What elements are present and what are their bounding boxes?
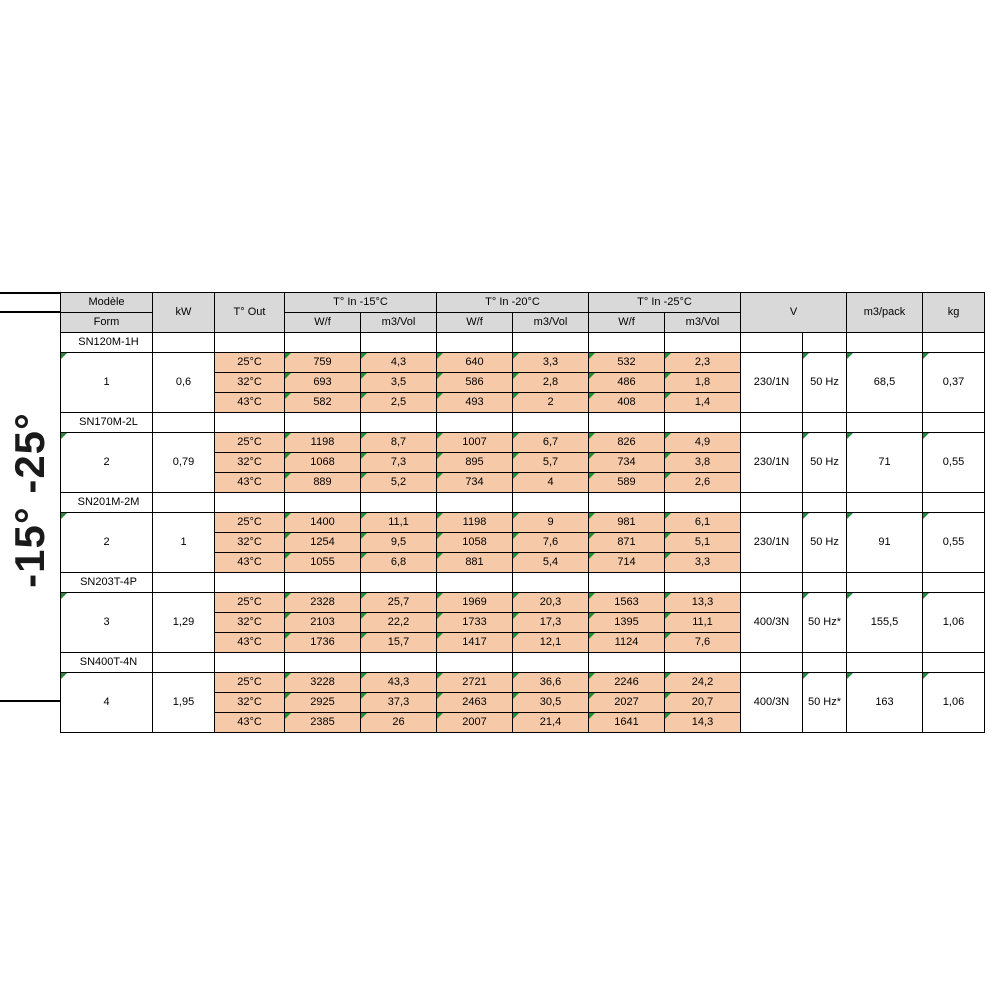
kw-value: 0,6	[153, 353, 215, 413]
kw-value: 0,79	[153, 433, 215, 493]
spacer-cell	[437, 493, 513, 513]
header-form: Form	[61, 313, 153, 333]
m3vol-in20-value: 9	[513, 513, 589, 533]
m3vol-in20-value: 4	[513, 473, 589, 493]
side-label-text: -15° -25°	[6, 412, 54, 588]
kg-value: 0,55	[923, 433, 985, 493]
kg-value: 0,55	[923, 513, 985, 573]
wf-in15-value: 582	[285, 393, 361, 413]
spacer-cell	[215, 333, 285, 353]
m3vol-in20-value: 12,1	[513, 633, 589, 653]
wf-in25-value: 1641	[589, 713, 665, 733]
m3-pack-value: 68,5	[847, 353, 923, 413]
model-name: SN120M-1H	[61, 333, 153, 353]
wf-in25-value: 714	[589, 553, 665, 573]
m3vol-in25-value: 24,2	[665, 673, 741, 693]
wf-in15-value: 693	[285, 373, 361, 393]
wf-in25-value: 826	[589, 433, 665, 453]
m3vol-in15-value: 25,7	[361, 593, 437, 613]
wf-in20-value: 586	[437, 373, 513, 393]
m3vol-in20-value: 2	[513, 393, 589, 413]
kg-value: 1,06	[923, 593, 985, 653]
wf-in15-value: 2385	[285, 713, 361, 733]
wf-in20-value: 881	[437, 553, 513, 573]
m3vol-in15-value: 5,2	[361, 473, 437, 493]
frequency-value: 50 Hz*	[803, 673, 847, 733]
spacer-cell	[285, 653, 361, 673]
t-out-value: 43°C	[215, 473, 285, 493]
wf-in25-value: 1563	[589, 593, 665, 613]
t-out-value: 43°C	[215, 553, 285, 573]
m3vol-in15-value: 7,3	[361, 453, 437, 473]
spacer-cell	[741, 493, 803, 513]
table-row	[61, 673, 985, 693]
spacer-cell	[513, 493, 589, 513]
t-out-value: 32°C	[215, 373, 285, 393]
wf-in15-value: 889	[285, 473, 361, 493]
m3vol-in25-value: 3,3	[665, 553, 741, 573]
wf-in20-value: 1417	[437, 633, 513, 653]
m3vol-in20-value: 5,7	[513, 453, 589, 473]
wf-in15-value: 1198	[285, 433, 361, 453]
header-m3vol-20: m3/Vol	[513, 313, 589, 333]
voltage-value: 230/1N	[741, 433, 803, 493]
spacer-cell	[513, 333, 589, 353]
spacer-cell	[437, 333, 513, 353]
m3vol-in20-value: 3,3	[513, 353, 589, 373]
spacer-cell	[923, 413, 985, 433]
frequency-value: 50 Hz	[803, 513, 847, 573]
spacer-cell	[741, 573, 803, 593]
header-wf-20: W/f	[437, 313, 513, 333]
wf-in15-value: 1055	[285, 553, 361, 573]
m3vol-in15-value: 11,1	[361, 513, 437, 533]
wf-in15-value: 1400	[285, 513, 361, 533]
spacer-cell	[153, 413, 215, 433]
header-m3vol-25: m3/Vol	[665, 313, 741, 333]
header-wf-25: W/f	[589, 313, 665, 333]
voltage-value: 400/3N	[741, 593, 803, 653]
m3vol-in15-value: 2,5	[361, 393, 437, 413]
spacer-cell	[361, 413, 437, 433]
table-header	[61, 293, 985, 333]
spacer-cell	[437, 413, 513, 433]
form-value: 3	[61, 593, 153, 653]
spacer-cell	[803, 333, 847, 353]
m3vol-in25-value: 1,8	[665, 373, 741, 393]
m3-pack-value: 71	[847, 433, 923, 493]
m3-pack-value: 91	[847, 513, 923, 573]
wf-in20-value: 895	[437, 453, 513, 473]
header-t-out: T° Out	[215, 293, 285, 333]
wf-in25-value: 2027	[589, 693, 665, 713]
kg-value: 1,06	[923, 673, 985, 733]
model-title-row	[61, 413, 985, 433]
table-row	[61, 513, 985, 533]
spacer-cell	[361, 573, 437, 593]
spacer-cell	[847, 413, 923, 433]
wf-in20-value: 1969	[437, 593, 513, 613]
m3vol-in20-value: 17,3	[513, 613, 589, 633]
form-value: 2	[61, 513, 153, 573]
spacer-cell	[665, 333, 741, 353]
m3vol-in25-value: 3,8	[665, 453, 741, 473]
table-header-row-1	[61, 293, 985, 313]
t-out-value: 43°C	[215, 633, 285, 653]
m3-pack-value: 155,5	[847, 593, 923, 653]
wf-in15-value: 1068	[285, 453, 361, 473]
spacer-cell	[285, 493, 361, 513]
wf-in15-value: 1736	[285, 633, 361, 653]
m3vol-in25-value: 1,4	[665, 393, 741, 413]
header-voltage: V	[741, 293, 847, 333]
table-row	[61, 433, 985, 453]
wf-in20-value: 1058	[437, 533, 513, 553]
m3vol-in25-value: 4,9	[665, 433, 741, 453]
table-body	[61, 333, 985, 733]
wf-in25-value: 589	[589, 473, 665, 493]
kw-value: 1	[153, 513, 215, 573]
m3vol-in15-value: 26	[361, 713, 437, 733]
model-title-row	[61, 333, 985, 353]
temperature-range-side-label	[0, 290, 60, 710]
spacer-cell	[437, 573, 513, 593]
m3vol-in15-value: 6,8	[361, 553, 437, 573]
spacer-cell	[803, 493, 847, 513]
t-out-value: 32°C	[215, 613, 285, 633]
spacer-cell	[803, 653, 847, 673]
spacer-cell	[847, 333, 923, 353]
wf-in15-value: 759	[285, 353, 361, 373]
m3vol-in20-value: 30,5	[513, 693, 589, 713]
header-m3-pack: m3/pack	[847, 293, 923, 333]
spacer-cell	[589, 333, 665, 353]
spacer-cell	[215, 413, 285, 433]
model-title-row	[61, 653, 985, 673]
frequency-value: 50 Hz	[803, 433, 847, 493]
form-value: 4	[61, 673, 153, 733]
m3vol-in15-value: 8,7	[361, 433, 437, 453]
m3vol-in20-value: 36,6	[513, 673, 589, 693]
table-row	[61, 593, 985, 613]
wf-in25-value: 408	[589, 393, 665, 413]
voltage-value: 400/3N	[741, 673, 803, 733]
m3vol-in15-value: 9,5	[361, 533, 437, 553]
wf-in20-value: 2463	[437, 693, 513, 713]
spacer-cell	[285, 413, 361, 433]
spacer-cell	[589, 493, 665, 513]
wf-in20-value: 1007	[437, 433, 513, 453]
frequency-value: 50 Hz	[803, 353, 847, 413]
model-name: SN170M-2L	[61, 413, 153, 433]
t-out-value: 25°C	[215, 593, 285, 613]
t-out-value: 43°C	[215, 393, 285, 413]
spacer-cell	[803, 413, 847, 433]
header-kg: kg	[923, 293, 985, 333]
header-group-in25: T° In -25°C	[589, 293, 741, 313]
spacer-cell	[215, 493, 285, 513]
spacer-cell	[803, 573, 847, 593]
t-out-value: 25°C	[215, 353, 285, 373]
voltage-value: 230/1N	[741, 513, 803, 573]
m3vol-in15-value: 37,3	[361, 693, 437, 713]
table-row	[61, 353, 985, 373]
t-out-value: 32°C	[215, 533, 285, 553]
spacer-cell	[923, 493, 985, 513]
model-name: SN203T-4P	[61, 573, 153, 593]
voltage-value: 230/1N	[741, 353, 803, 413]
m3vol-in25-value: 2,3	[665, 353, 741, 373]
spacer-cell	[923, 573, 985, 593]
wf-in15-value: 3228	[285, 673, 361, 693]
kw-value: 1,29	[153, 593, 215, 653]
spacer-cell	[741, 413, 803, 433]
m3vol-in20-value: 20,3	[513, 593, 589, 613]
wf-in15-value: 1254	[285, 533, 361, 553]
m3vol-in25-value: 13,3	[665, 593, 741, 613]
spacer-cell	[437, 653, 513, 673]
spacer-cell	[665, 573, 741, 593]
spacer-cell	[361, 653, 437, 673]
spacer-cell	[215, 573, 285, 593]
wf-in20-value: 2721	[437, 673, 513, 693]
wf-in15-value: 2328	[285, 593, 361, 613]
spacer-cell	[285, 573, 361, 593]
spacer-cell	[153, 493, 215, 513]
form-value: 1	[61, 353, 153, 413]
specifications-table	[60, 292, 985, 733]
header-kw: kW	[153, 293, 215, 333]
header-m3vol-15: m3/Vol	[361, 313, 437, 333]
model-title-row	[61, 573, 985, 593]
t-out-value: 32°C	[215, 453, 285, 473]
wf-in20-value: 1198	[437, 513, 513, 533]
kw-value: 1,95	[153, 673, 215, 733]
model-name: SN201M-2M	[61, 493, 153, 513]
wf-in15-value: 2925	[285, 693, 361, 713]
m3vol-in15-value: 3,5	[361, 373, 437, 393]
spacer-cell	[153, 653, 215, 673]
spacer-cell	[153, 573, 215, 593]
m3vol-in25-value: 2,6	[665, 473, 741, 493]
spacer-cell	[513, 653, 589, 673]
header-model: Modèle	[61, 293, 153, 313]
wf-in20-value: 493	[437, 393, 513, 413]
model-title-row	[61, 493, 985, 513]
t-out-value: 32°C	[215, 693, 285, 713]
t-out-value: 25°C	[215, 673, 285, 693]
m3vol-in15-value: 43,3	[361, 673, 437, 693]
m3vol-in25-value: 11,1	[665, 613, 741, 633]
spacer-cell	[923, 333, 985, 353]
m3vol-in15-value: 22,2	[361, 613, 437, 633]
t-out-value: 25°C	[215, 513, 285, 533]
m3vol-in15-value: 4,3	[361, 353, 437, 373]
m3vol-in25-value: 6,1	[665, 513, 741, 533]
wf-in25-value: 486	[589, 373, 665, 393]
wf-in25-value: 734	[589, 453, 665, 473]
m3vol-in20-value: 21,4	[513, 713, 589, 733]
m3vol-in25-value: 7,6	[665, 633, 741, 653]
kg-value: 0,37	[923, 353, 985, 413]
t-out-value: 43°C	[215, 713, 285, 733]
m3vol-in20-value: 2,8	[513, 373, 589, 393]
spacer-cell	[847, 493, 923, 513]
spacer-cell	[847, 653, 923, 673]
spacer-cell	[847, 573, 923, 593]
m3vol-in25-value: 14,3	[665, 713, 741, 733]
spacer-cell	[665, 653, 741, 673]
wf-in25-value: 532	[589, 353, 665, 373]
spacer-cell	[589, 413, 665, 433]
m3vol-in20-value: 7,6	[513, 533, 589, 553]
wf-in25-value: 871	[589, 533, 665, 553]
header-wf-15: W/f	[285, 313, 361, 333]
spacer-cell	[215, 653, 285, 673]
spacer-cell	[741, 333, 803, 353]
spacer-cell	[665, 493, 741, 513]
spacer-cell	[665, 413, 741, 433]
m3vol-in25-value: 20,7	[665, 693, 741, 713]
m3vol-in20-value: 6,7	[513, 433, 589, 453]
spacer-cell	[285, 333, 361, 353]
model-name: SN400T-4N	[61, 653, 153, 673]
m3vol-in15-value: 15,7	[361, 633, 437, 653]
m3vol-in20-value: 5,4	[513, 553, 589, 573]
spacer-cell	[741, 653, 803, 673]
spacer-cell	[589, 653, 665, 673]
t-out-value: 25°C	[215, 433, 285, 453]
spacer-cell	[153, 333, 215, 353]
header-group-in20: T° In -20°C	[437, 293, 589, 313]
header-group-in15: T° In -15°C	[285, 293, 437, 313]
wf-in25-value: 1395	[589, 613, 665, 633]
wf-in25-value: 1124	[589, 633, 665, 653]
frequency-value: 50 Hz*	[803, 593, 847, 653]
wf-in20-value: 1733	[437, 613, 513, 633]
spacer-cell	[361, 333, 437, 353]
wf-in25-value: 2246	[589, 673, 665, 693]
form-value: 2	[61, 433, 153, 493]
wf-in20-value: 734	[437, 473, 513, 493]
wf-in25-value: 981	[589, 513, 665, 533]
wf-in15-value: 2103	[285, 613, 361, 633]
spacer-cell	[361, 493, 437, 513]
m3vol-in25-value: 5,1	[665, 533, 741, 553]
spacer-cell	[923, 653, 985, 673]
spacer-cell	[513, 413, 589, 433]
m3-pack-value: 163	[847, 673, 923, 733]
wf-in20-value: 640	[437, 353, 513, 373]
spacer-cell	[513, 573, 589, 593]
wf-in20-value: 2007	[437, 713, 513, 733]
spacer-cell	[589, 573, 665, 593]
